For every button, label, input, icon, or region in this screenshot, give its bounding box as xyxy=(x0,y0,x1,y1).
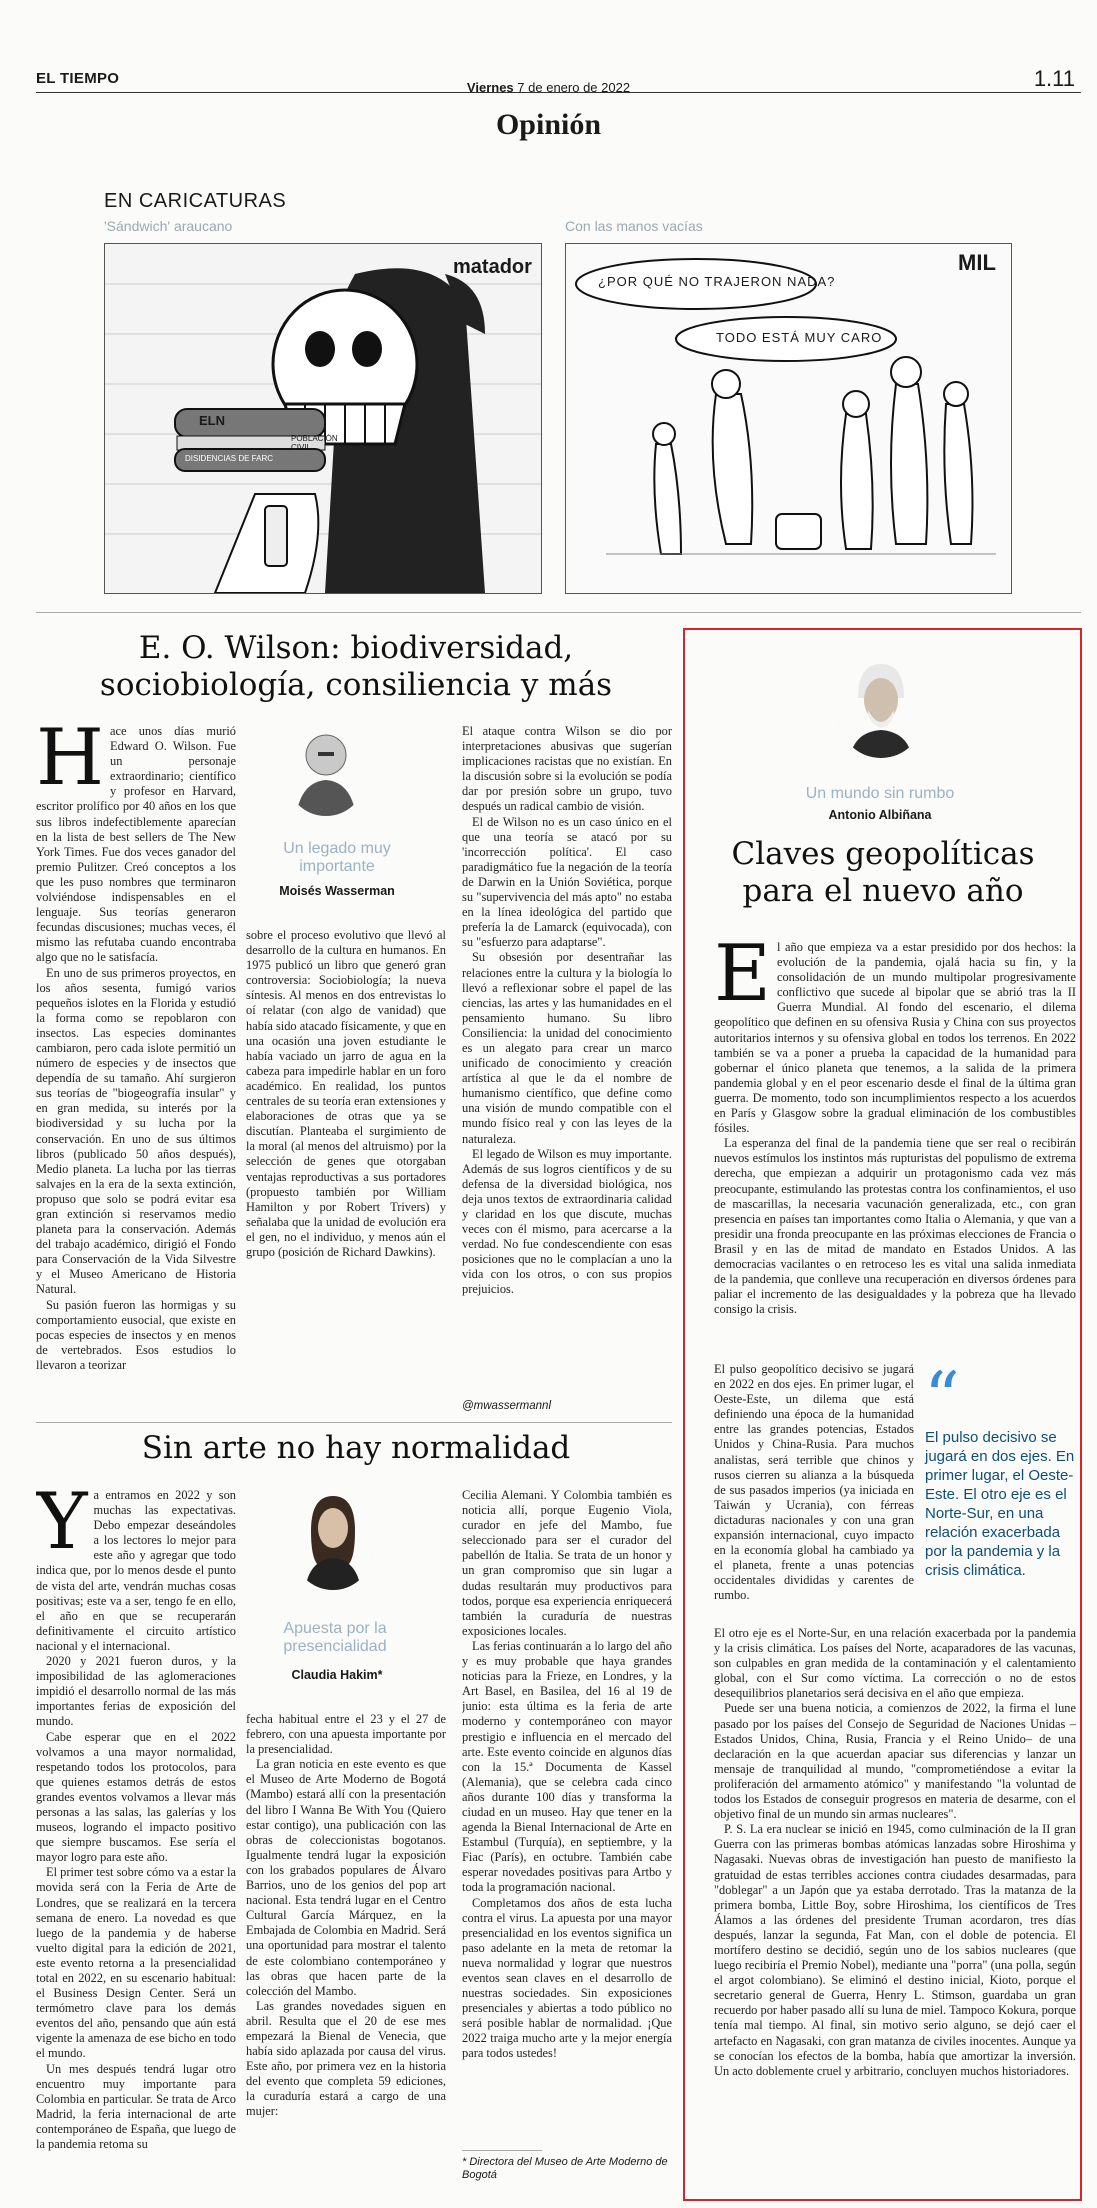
speech-bubble-2: TODO ESTÁ MUY CARO xyxy=(716,330,883,345)
claves-p4: El otro eje es el Norte-Sur, en una relación exacerbada por la pandemia y la crisis climática. Los países del Norte, acaparadores de las vacunas, son culpables en gran medida de la contaminación y el calentamiento global, con el Sur como víctima. La corrección o no de estos desequilibrios planetarios será decisiva en el año que empieza. xyxy=(714,1626,1076,1701)
claves-column-label: Un mundo sin rumbo xyxy=(805,785,955,802)
arte-column-1 xyxy=(36,1488,236,2188)
masthead-divider xyxy=(36,92,1081,93)
arte-author: Claudia Hakim* xyxy=(291,1668,383,1682)
wasserman-portrait xyxy=(286,720,366,816)
wilson-column-label: Un legado muy importante xyxy=(283,840,391,875)
claves-headline-line2: para el nuevo año xyxy=(742,873,1024,909)
issue-date-text: 7 de enero de 2022 xyxy=(517,80,631,95)
claves-p2: La esperanza del final de la pandemia tiene que ser real o recibirán nuevos estímulos los instintos más rupturistas del populismo de extrema derecha, que empiezan a adquirir un protagonismo cada vez más preocupante, estimulando las protestas contra los confinamientos, el uso de mascarillas, la necesaria vacunación generalizada, etc., con gran presencia en países tan importantes como Italia o Alemania, y que van a presidir una fronda preocupante en las próximas elecciones de Francia o Brasil y en las de mitad de mandato en Estados Unidos. A las democracias vacilantes o en retroceso les es vital una salida inmediata de la pandemia, que conlleve una recuperación en diversos órdenes para paliar el incremento de las desigualdades y la pobreza que ha llevado consigo la crisis. xyxy=(714,1136,1076,1317)
arte-p11: Completamos dos años de esta lucha contra el virus. La apuesta por una mayor presencialidad en los eventos significa un paso adelante en la meta de retomar la nueva normalidad y lograr que nuestros eventos sean claves en el desarrollo de nuestras sociedades. Sin exposiciones presenciales y abiertas a todo público no será posible hablar de normalidad. ¡Que 2022 traiga mucho arte y la mejor energía para todos ustedes! xyxy=(462,1895,672,2061)
claves-p1: l año que empieza va a estar presidido por dos hechos: la evolución de la pandemia, ojalá hacia su fin, y la consolidación de un mundo multipolar progresivamente conflictivo que sucede al bipolar que se abrió tras la II Guerra Mundial. Al fondo del escenario, el dilema geopolítico que definen en su ofensiva Rusia y China con sus proyectos autoritarios internos y su ofensiva global en todos los terrenos. En 2022 también se va a poner a prueba la capacidad de la humanidad para gobernar el único planeta que tenemos, a la salida de la primera pandemia global y en el peor escenario desde el final de la última gran guerra. De momento, todo son incumplimientos respecto a los acuerdos en París y Glasgow sobre la gradual eliminación de los combustibles fósiles. xyxy=(714,940,1076,1136)
arte-p1: a entramos en 2022 y son muchas las expectativas. Debo empezar deseándoles a los lectores lo mejor para este año y agregar que todo indica que, por lo menos desde el punto de vista del arte, vendrán muchas cosas positivas; este va a ser, tengo fe en ello, el año en que se recuperarán definitivamente el circuito artístico nacional y el internacional. xyxy=(36,1488,236,1653)
claves-headline xyxy=(694,836,1072,910)
claves-pull-quote: El pulso decisivo se jugará en dos ejes. En primer lugar, el Oeste-Este. El otro eje es el Norte-Sur, en una relación exacerbada por la pandemia y la crisis climática. xyxy=(925,1429,1075,1579)
cartoonist-signature-right: MIL xyxy=(958,250,996,275)
cartoonist-signature-left: matador xyxy=(453,256,532,278)
arte-dropcap: Y xyxy=(36,1488,88,1567)
section-title: Opinión xyxy=(495,108,602,141)
cartoon-right-image xyxy=(565,243,1012,594)
arte-p8: Las grandes novedades siguen en abril. Resulta que el 20 de ese mes empezará la Bienal de Venecia, que había sido aplazada por causa del virus. Este año, por primera vez en la historia del evento que completa 59 ediciones, la curaduría estará a cargo de una mujer: xyxy=(246,1998,446,2119)
articles-divider xyxy=(36,1422,672,1423)
wilson-p1: ace unos días murió Edward O. Wilson. Fue un personaje extraordinario; científico y profesor en Harvard, escritor prolífico por 40 años en los que sus libros indefectiblemente aparecían en la lista de best sellers de The New York Times. Fue dos veces ganador del premio Pulitzer. Creó conceptos a los que les puso nombres que terminaron volviéndose indispensables en el lenguaje. Sus teorías generaron fecundas discusiones; muchas veces, él mismo las refutaba cuando encontraba algo que no le satisfacía. xyxy=(36,724,236,965)
cartoon-left-image xyxy=(104,243,542,594)
wilson-author-handle: @mwassermannl xyxy=(462,1400,552,1412)
albinana-portrait-drawing xyxy=(838,654,924,758)
arte-p10: Las ferias continuarán a lo largo del año y es muy probable que haya grandes noticias para la Frieze, en Londres, y la Art Basel, en Basilea, del 16 al 19 de junio: esta última es la feria de arte moderno y contemporáneo con mayor prestigio e influencia en el mercado del arte. Este evento coincide en algunos días con la 15.ª Documenta de Kassel (Alemania), que se celebra cada cinco años durante 100 días y transforma la ciudad en un museo. Hay que tener en la agenda la Bienal Internacional de Arte en Estambul (Turquía), en septiembre, y la Fiac (París), en octubre. También cabe esperar novedades positivas para Artbo y toda la programación nacional. xyxy=(462,1638,672,1895)
arte-headline: Sin arte no hay normalidad xyxy=(141,1430,571,1466)
speech-bubble-1: ¿POR QUÉ NO TRAJERON NADA? xyxy=(598,274,836,289)
arte-column-2 xyxy=(246,1712,446,2192)
wasserman-portrait-drawing xyxy=(286,720,366,816)
hakim-portrait-drawing xyxy=(293,1486,373,1590)
arte-p5: Un mes después tendrá lugar otro encuentro muy importante para Colombia en particular. Se trata de Arco Madrid, la feria internacional de arte contemporáneo de España, que luego de la pandemia retoma su xyxy=(36,2061,236,2152)
skeleton-cartoon-drawing xyxy=(105,244,541,593)
cartoons-bottom-rule xyxy=(36,612,1081,613)
wilson-p6: El de Wilson no es un caso único en el que una teoría se atacó por su 'incorrección política'. El caso paradigmático fue la negación de la teoría de Darwin en la Unión Soviética, porque su "supervivencia del más apto" no estaba en la línea ideológica del partido que prefería la de Lamarck (equivocada), con su "esfuerzo para adaptarse". xyxy=(462,814,672,950)
footnote-rule xyxy=(462,2150,542,2151)
cartoon-label-eln: ELN xyxy=(199,413,225,428)
claves-body-narrow xyxy=(714,1362,914,1624)
page-number: 1.11 xyxy=(1033,66,1075,91)
arte-p6: fecha habitual entre el 23 y el 27 de febrero, con una apuesta importante por la presencialidad. xyxy=(246,1712,446,1757)
issue-day: Viernes xyxy=(466,80,514,95)
wilson-p4: sobre el proceso evolutivo que llevó al desarrollo de la cultura en humanos. En 1975 publicó un libro que generó gran controversia: Sociobiología; la nueva síntesis. Al menos en dos entrevistas lo oí relatar (con algo de vanidad) que había sido atacado físicamente, y que en una ocasión una joven estudiante le había vaciado un jarro de agua en la cabeza para impedirle hablar en un foro académico. En realidad, los puntos centrales de su teoría eran extensiones y elaboraciones de otras que ya se discutían. Planteaba el surgimiento de la moral (al menos del altruismo) por la selección de genes que otorgaban ventajas reproductivas a sus portadores (propuesto también por William Hamilton y por Robert Trivers) y señalaba que la unidad de evolución era el gen, no el individuo, y menos aún el grupo (posición de Richard Dawkins). xyxy=(246,928,446,1259)
wilson-p7: Su obsesión por desentrañar las relaciones entre la cultura y la biología lo llevó a reflexionar sobre el papel de las ciencias, las artes y las humanidades en el pensamiento humano. Su libro Consiliencia: la unidad del conocimiento es un alegato para crear un marco unificado de conocimiento y creación artística al que le da el nombre de humanismo científico, que define como una visión de mundo compatible con el mundo físico real y con las leyes de la naturaleza. xyxy=(462,950,672,1146)
wilson-p8: El legado de Wilson es muy importante. Además de sus logros científicos y de su defensa de la diversidad biológica, nos deja unos textos de extraordinaria calidad y claridad en los que discute, muchas veces con él mismo, para acercarse a la verdad. No fue condescendiente con esas posiciones que no le complacían a uno la vida con los otros, o con sus propios prejuicios. xyxy=(462,1146,672,1297)
claves-p5: Puede ser una buena noticia, a comienzos de 2022, la firma el lune pasado por los países del Consejo de Seguridad de Naciones Unidas –Estados Unidos, China, Rusia, Francia y el Reino Unido– de una declaración en la que acuerdan apaciar sus diferencias y lanzar un mensaje de tranquilidad al mundo, "comprometiéndose a evitar la proliferación del armamento atómico" y manifestando "la voluntad de todos los Estados de conseguir progresos en materia de desarme, con el objetivo final de un mundo sin armas nucleares". xyxy=(714,1701,1076,1822)
newspaper-name: EL TIEMPO xyxy=(36,70,120,87)
arte-footnote: * Directora del Museo de Arte Moderno de Bogotá xyxy=(462,2156,668,2181)
wilson-column-3 xyxy=(462,724,672,1374)
arte-column-3 xyxy=(462,1488,672,2128)
wilson-p5: El ataque contra Wilson se dio por interpretaciones abusivas que sugerían implicaciones racistas que no existían. En la discusión sobre si la evolución se podía dar por presión sobre un grupo, tuvo después un radical cambio de visión. xyxy=(462,724,672,814)
pull-quote-icon: “ xyxy=(924,1357,960,1439)
claves-body-top xyxy=(714,940,1076,1360)
wilson-p2: En uno de sus primeros proyectos, en los años sesenta, fumigó varios pequeños islotes en la Florida y estudió la forma como se repoblaron con insectos. Las especies dominantes cambiaron, pero cada islote permitió un número de especies y de insectos que dependía de su tamaño. Ahí surgieron sus teorías de "biogeografía insular" y en gran medida, su interés por la biodiversidad y su lucha por la conservación. En uno de sus últimos libros (publicado 50 años después), Medio planeta. La lucha por las tierras salvajes en la era de la sexta extinción, propuso que solo se podrá evitar esa gran extinción si reservamos medio planeta para la conservación. Además del trabajo académico, dirigió el Fondo para Conservación de la Vida Silvestre y el Museo Americano de Historia Natural. xyxy=(36,965,236,1297)
cartoon-right-caption: Con las manos vacías xyxy=(565,218,703,234)
claves-author: Antonio Albiñana xyxy=(828,808,932,822)
wilson-dropcap: H xyxy=(36,724,105,803)
arte-p2: 2020 y 2021 fueron duros, y la imposibilidad de las aglomeraciones impidió el desarrollo normal de las más importantes ferias de exposición del mundo. xyxy=(36,1654,236,1729)
cartoons-header: EN CARICATURAS xyxy=(104,190,287,212)
arte-p4: El primer test sobre cómo va a estar la movida será con la Feria de Arte de Londres, que se realizará en la tercera semana de enero. La novedad es que luego de la pandemia y de haberse vuelto digital para la edición de 2021, este evento retorna a la presencialidad total en 2022, en su escenario habitual: el Business Design Center. Será un termómetro clave para los demás eventos del año, pensando que aún está vigente la amenaza de ese bicho en todo el mundo. xyxy=(36,1865,236,2061)
claves-body-bottom xyxy=(714,1626,1076,2194)
wilson-p3: Su pasión fueron las hormigas y su comportamiento eusocial, que existe en pocas especies de insectos y en menos de vertebrados. Esos estudios lo llevaron a teorizar xyxy=(36,1297,236,1372)
wilson-author: Moisés Wasserman xyxy=(279,884,395,898)
albinana-portrait xyxy=(838,654,924,758)
claves-p3: El pulso geopolítico decisivo se jugará en 2022 en dos ejes. En primer lugar, el Oeste-Este, un dilema que está definiendo una época de la humanidad entre las grandes potencias, Estados Unidos y China-Rusia. Para muchos analistas, será terrible que chinos y rusos cierren su alianza a la búsqueda de sus pasados imperios (ya iniciada en Taiwán y Ucrania), con férreas dictaduras nacionales y con una gran expansión internacional, cuyo impacto en la economía global ha cambiado ya el planeta, frente a unas potencias occidentales divididas y carentes de rumbo. xyxy=(714,1362,914,1603)
arte-p3: Cabe esperar que en el 2022 volvamos a una mayor normalidad, respetando todos los protocolos, para que quienes estamos detrás de estos grandes eventos volvamos a llevar más personas a las salas, las galerías y los museos, logrando el impacto positivo que siempre buscamos. Ese sería el mayor logro para este año. xyxy=(36,1729,236,1865)
claves-p6: P. S. La era nuclear se inició en 1945, como culminación de la II gran Guerra con las primeras bombas atómicas lanzadas sobre Hiroshima y Nagasaki. Nuevas obras de investigación han puesto de manifiesto la gratuidad de estas terribles acciones contra ciudades desarmadas, para "doblegar" a un Japón que ya estaba derrotado. Tras la matanza de la primera bomba, Little Boy, sobre Hiroshima, los científicos de Tres Álamos a las órdenes del presidente Truman acordaron, tres días después, lanzar la segunda, Fat Man, con el doble de potencia. El mortífero destino se decidió, según uno de los sabios nucleares (que luego recibiría el Premio Nobel), mediante una "porra" (una polla, según el argot colombiano). Se eliminó el destino inicial, Kioto, porque el secretario general de Guerra, Henry L. Stimson, guardaba un gran recuerdo por haber pasado allí su luna de miel. Tampoco Kokura, porque tenía mal tiempo. Al final, sin motivo serio alguno, se dejó caer el artefacto en Nagasaki, con gran matanza de civiles inocentes. Aunque ya se conocían los efectos de la bomba, había que amortizar la inversión. Un acto doblemente cruel y arbitrario, concluyen muchos historiadores. xyxy=(714,1822,1076,2078)
claves-dropcap: E xyxy=(714,940,771,1019)
arte-p9: Cecilia Alemani. Y Colombia también es noticia allí, porque Eugenio Viola, curador en jefe del Mambo, fue seleccionado para ser el curador del pabellón de Italia. Se trata de un honor y un gran compromiso que sin lugar a dudas resultarán muy productivos para todos, porque esa experiencia enriquecerá también la curaduría de nuestras exposiciones locales. xyxy=(462,1488,672,1638)
hakim-portrait xyxy=(293,1486,373,1590)
wilson-column-2 xyxy=(246,928,446,1388)
arte-p7: La gran noticia en este evento es que el Museo de Arte Moderno de Bogotá (Mambo) estará allí con la presentación del libro I Wanna Be With You (Quiero estar contigo), una publicación con las obras de coleccionistas bogotanos. Igualmente tendrá lugar la exposición con los grabados populares de Álvaro Barrios, uno de los genios del pop art nacional. Esta tendrá lugar en el Centro Cultural García Márquez, en la Embajada de Colombia en Madrid. Será una oportunidad para mostrar el talento de este colombiano contemporáneo y las obras que hacen parte de la colección del Mambo. xyxy=(246,1757,446,1998)
three-kings-cartoon-drawing xyxy=(566,244,1011,593)
wilson-headline-line2: sociobiología, consiliencia y más xyxy=(99,667,613,703)
cartoon-label-farc: DISIDENCIAS DE FARC xyxy=(185,454,274,463)
claves-headline-line1: Claves geopolíticas xyxy=(731,836,1035,872)
wilson-column-1 xyxy=(36,724,236,1384)
arte-column-label: Apuesta por la presencialidad xyxy=(283,1620,387,1655)
cartoon-left-caption: 'Sándwich' araucano xyxy=(104,218,233,234)
cartoon-label-civil: POBLACIÓN CIVIL xyxy=(291,434,338,452)
wilson-headline-line1: E. O. Wilson: biodiversidad, xyxy=(138,630,574,666)
wilson-headline xyxy=(36,630,676,704)
